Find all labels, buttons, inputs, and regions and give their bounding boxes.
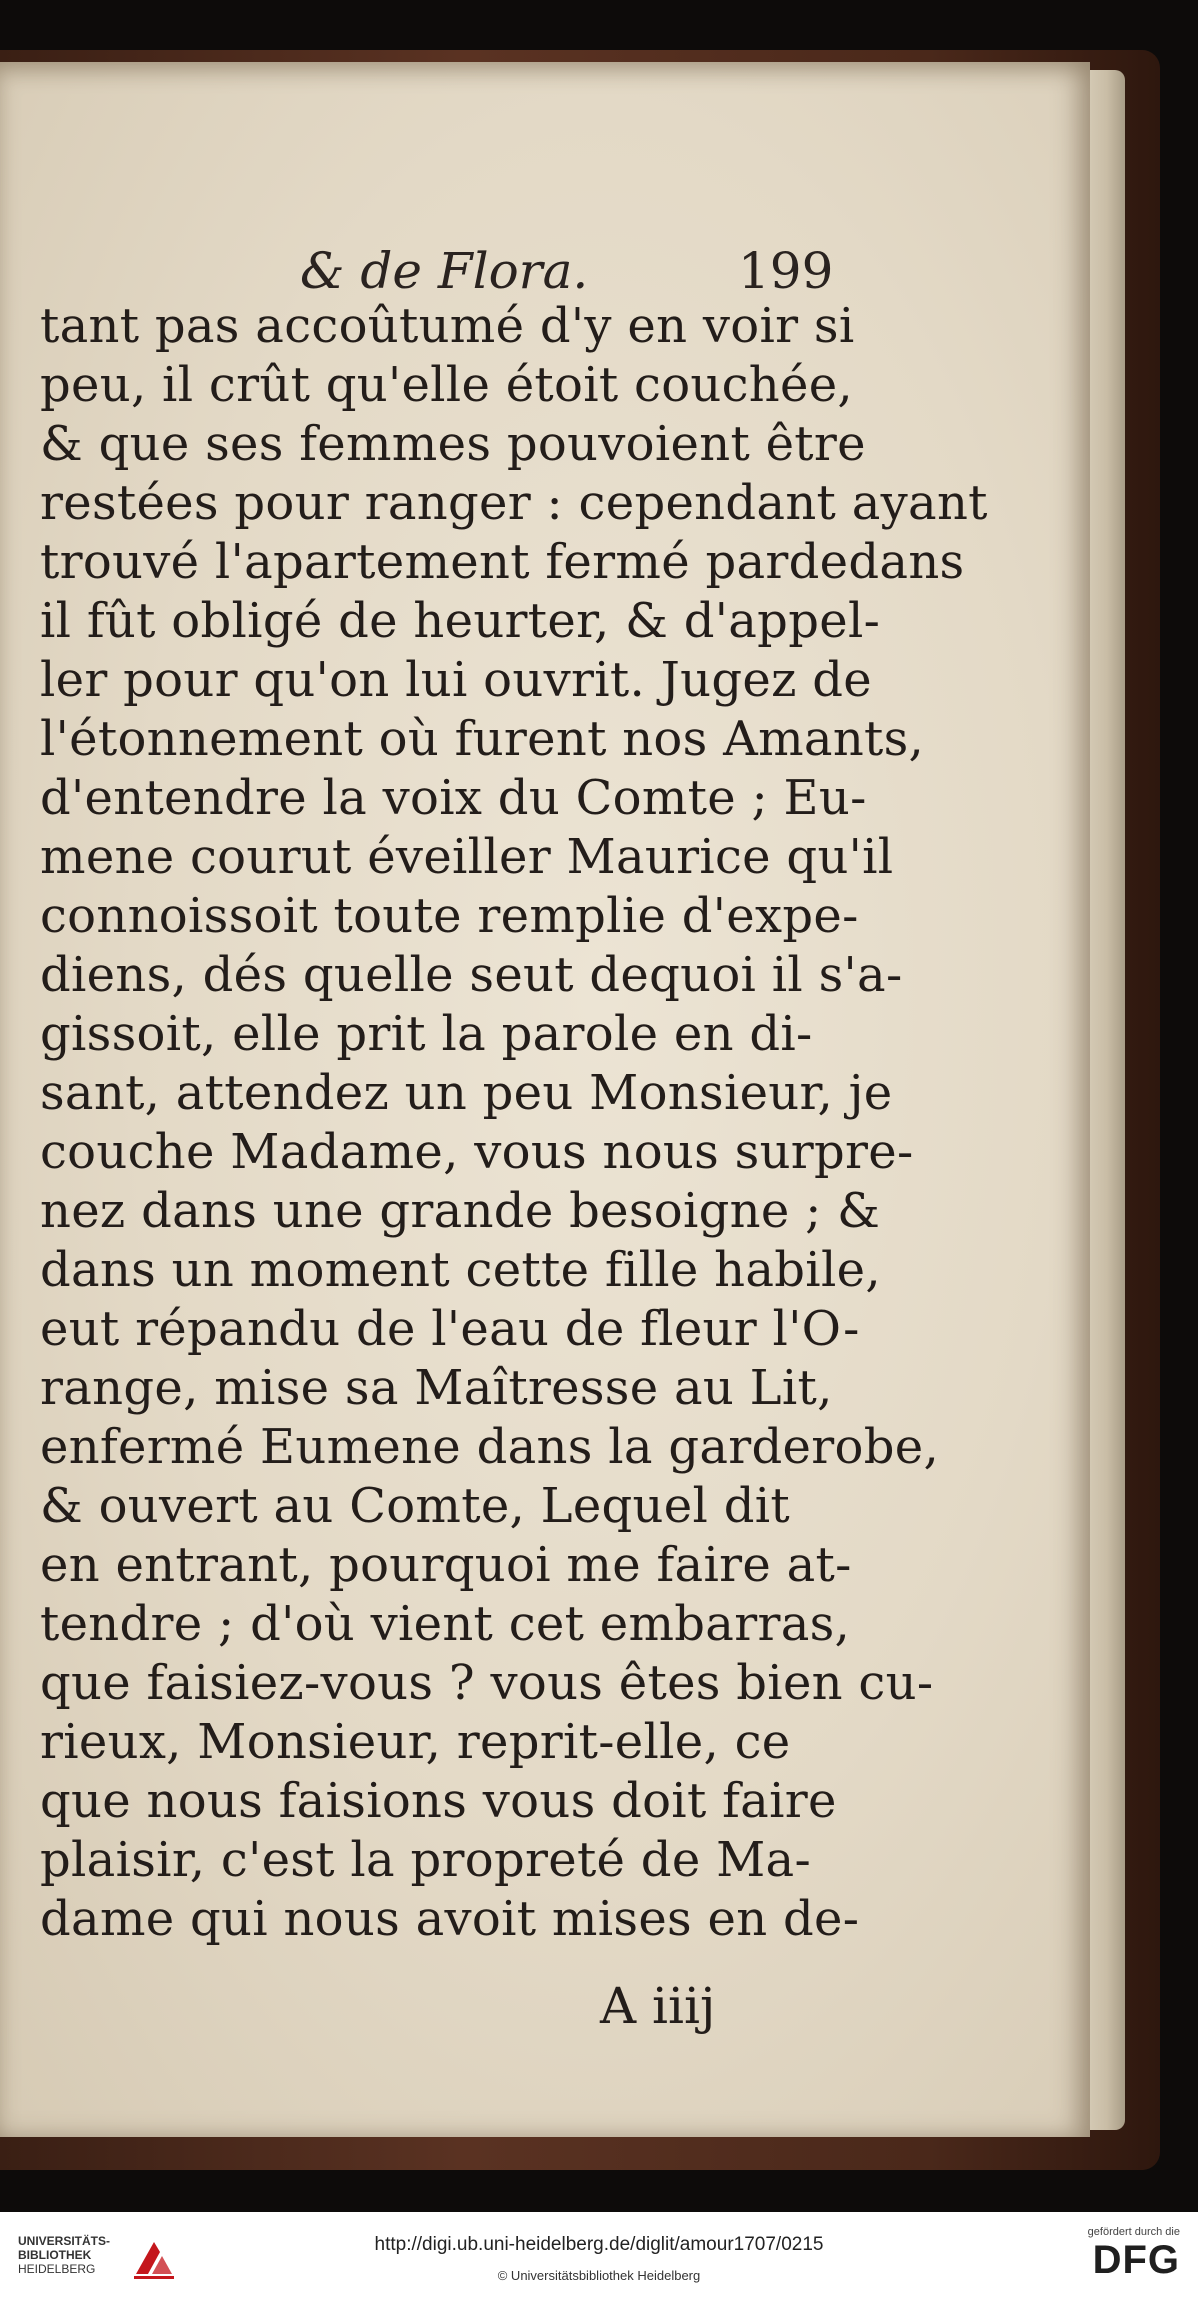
text-line: gissoit, elle prit la parole en di- [40, 1006, 813, 1062]
copyright-notice: © Universitätsbibliothek Heidelberg [497, 2268, 701, 2283]
funding-note: gefördert durch die [1087, 2226, 1180, 2238]
text-line: range, mise sa Maîtresse au Lit, [40, 1360, 833, 1416]
text-line: rieux, Monsieur, reprit-elle, ce [40, 1714, 791, 1770]
text-line: il fût obligé de heurter, & d'appel- [40, 593, 881, 649]
text-line: que faisiez-vous ? vous êtes bien cu- [40, 1655, 934, 1711]
book-page [0, 62, 1090, 2137]
body-text [40, 297, 988, 1949]
funder-block[interactable] [1088, 2226, 1180, 2282]
text-line: nez dans une grande besoigne ; & [40, 1183, 881, 1239]
text-line: trouvé l'apartement fermé pardedans [40, 534, 965, 590]
text-line: eut répandu de l'eau de fleur l'O- [40, 1301, 860, 1357]
viewer-footer [0, 2212, 1198, 2300]
text-line: enfermé Eumene dans la garderobe, [40, 1419, 940, 1475]
dfg-logo-icon: DFG [1092, 2238, 1180, 2282]
running-head [0, 182, 1090, 300]
text-line: diens, dés quelle seut dequoi il s'a- [40, 947, 903, 1003]
text-line: sant, attendez un peu Monsieur, je [40, 1065, 893, 1121]
permalink-url[interactable]: http://digi.ub.uni-heidelberg.de/diglit/amour1707/0215 [374, 2234, 824, 2255]
text-line: plaisir, c'est la propreté de Ma- [40, 1832, 811, 1888]
text-line: tant pas accoûtumé d'y en voir si [40, 298, 855, 354]
library-name-line2: BIBLIOTHEK [18, 2248, 92, 2262]
running-head-title: & de Flora. [300, 242, 589, 300]
text-line: couche Madame, vous nous surpre- [40, 1124, 914, 1180]
text-line: dame qui nous avoit mises en de- [40, 1891, 860, 1947]
text-line: peu, il crût qu'elle étoit couchée, [40, 357, 853, 413]
library-name-line1: UNIVERSITÄTS- [18, 2234, 111, 2248]
text-line: dans un moment cette fille habile, [40, 1242, 881, 1298]
library-name-line3: HEIDELBERG [18, 2262, 96, 2276]
page-number: 199 [738, 242, 834, 300]
text-line: l'étonnement où furent nos Amants, [40, 711, 925, 767]
text-line: en entrant, pourquoi me faire at- [40, 1537, 852, 1593]
text-line: & que ses femmes pouvoient être [40, 416, 866, 472]
text-line: & ouvert au Comte, Lequel dit [40, 1478, 790, 1534]
text-line: restées pour ranger : cependant ayant [40, 475, 988, 531]
text-line: ler pour qu'on lui ouvrit. Jugez de [40, 652, 872, 708]
signature-mark: A iiij [600, 1977, 716, 2035]
text-line: mene courut éveiller Maurice qu'il [40, 829, 894, 885]
text-line: que nous faisions vous doit faire [40, 1773, 837, 1829]
text-line: tendre ; d'où vient cet embarras, [40, 1596, 851, 1652]
text-line: d'entendre la voix du Comte ; Eu- [40, 770, 867, 826]
text-line: connoissoit toute remplie d'expe- [40, 888, 859, 944]
